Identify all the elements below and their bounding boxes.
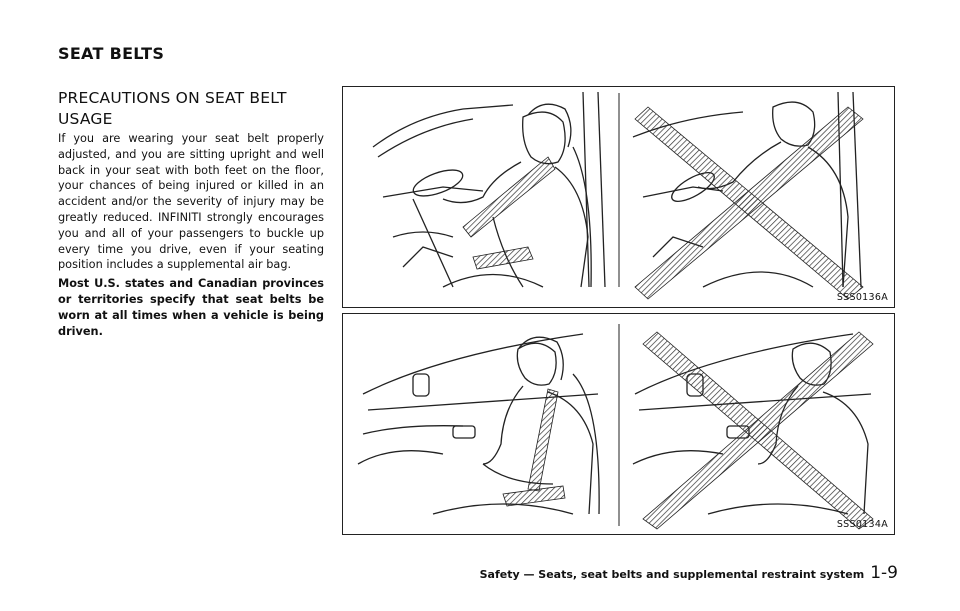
figure-code: SSS0136A	[836, 292, 888, 303]
section-title: SEAT BELTS	[58, 44, 165, 63]
figure-belt-position	[342, 313, 895, 535]
body-paragraph-2: Most U.S. states and Canadian provinces or territories specify that seat belts be worn at all times when a vehicle is being driven.	[58, 277, 324, 338]
page-number: 1-9	[870, 563, 898, 583]
body-paragraph-1: If you are wearing your seat belt properly adjusted, and you are sitting upright and well back in your seat with both feet on the floor, your chances of being injured or killed in an accident and/or the severity of injury may be greatly reduced. INFINITI strongly encourages you and all of your passengers to buckle up every time you drive, even if your seating position includes a supplemental air bag.	[58, 132, 324, 272]
belt-position-illustration	[343, 314, 896, 536]
figure-code: SSS0134A	[836, 519, 888, 530]
figure-seating-posture	[342, 86, 895, 308]
footer-text: Safety — Seats, seat belts and supplemental restraint system	[479, 568, 865, 581]
subheading: PRECAUTIONS ON SEAT BELT USAGE	[58, 89, 287, 128]
seating-posture-illustration	[343, 87, 896, 309]
page-footer	[480, 563, 898, 583]
body-text	[58, 131, 324, 342]
